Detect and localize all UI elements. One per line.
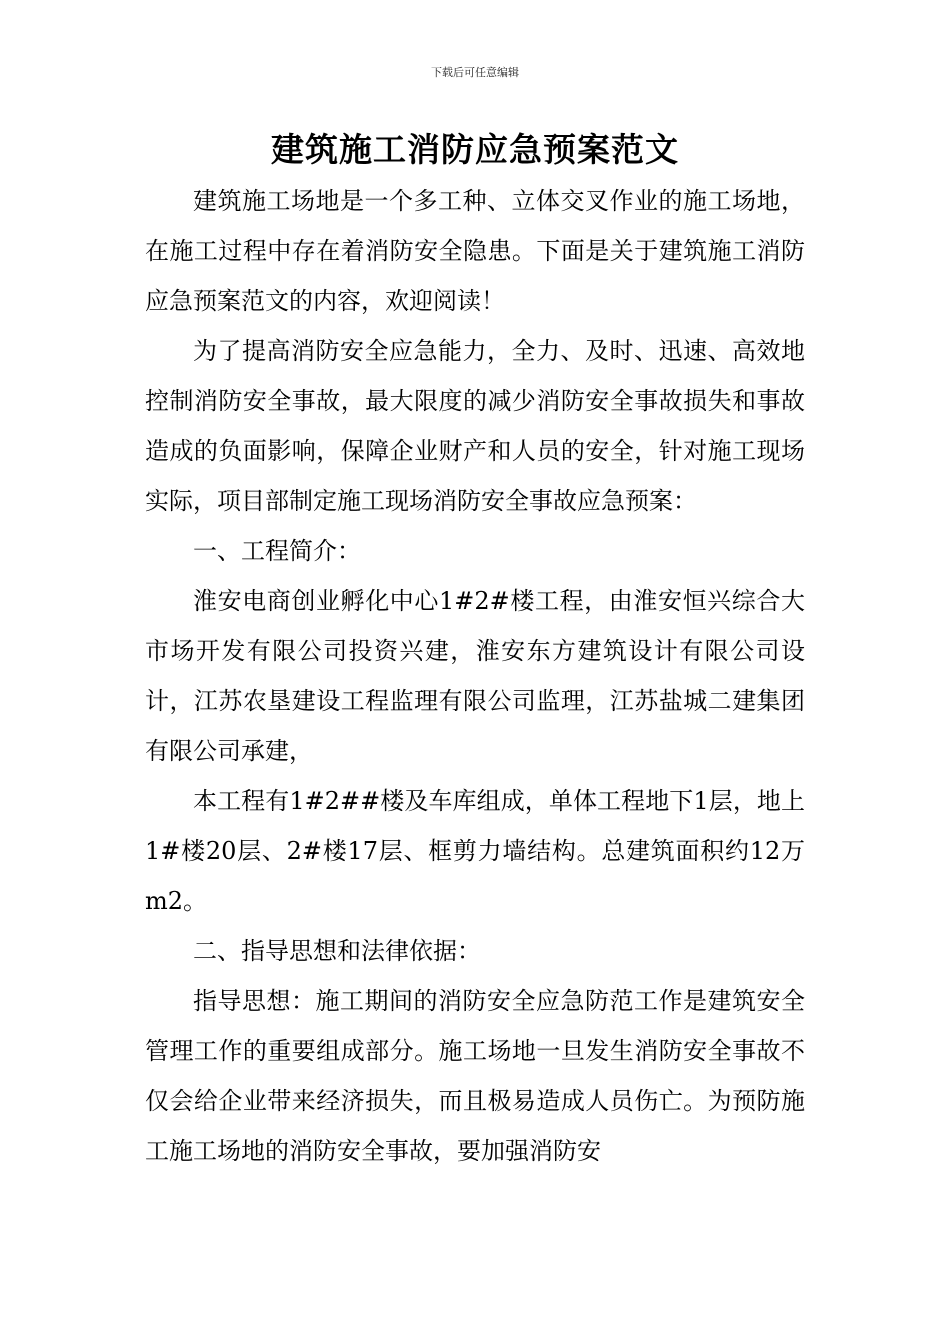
section-heading-guiding-principles: 二、指导思想和法律依据： (193, 937, 481, 965)
document-body (145, 176, 805, 1176)
paragraph-guiding-principles: 指导思想：施工期间的消防安全应急防范工作是建筑安全管理工作的重要组成部分。施工场地一旦发生消防安全事故不仅会给企业带来经济损失，而且极易造成人员伤亡。为预防施工施工场地的消防安全事故，要加强消防安 (145, 987, 805, 1165)
document-title: 建筑施工消防应急预案范文 (271, 130, 679, 169)
header-note: 下载后可任意编辑 (431, 66, 519, 79)
paragraph-project-scope: 本工程有1#2##楼及车库组成，单体工程地下1层，地上1#楼20层、2#楼17层、框剪力墙结构。总建筑面积约12万m2。 (145, 787, 805, 915)
paragraph-intro: 建筑施工场地是一个多工种、立体交叉作业的施工场地，在施工过程中存在着消防安全隐患。下面是关于建筑施工消防应急预案范文的内容，欢迎阅读！ (145, 187, 805, 315)
paragraph-project-parties: 淮安电商创业孵化中心1#2#楼工程，由淮安恒兴综合大市场开发有限公司投资兴建，淮安东方建筑设计有限公司设计，江苏农垦建设工程监理有限公司监理，江苏盐城二建集团有限公司承建， (145, 587, 805, 765)
section-heading-project-overview: 一、工程简介： (193, 537, 361, 565)
paragraph-purpose: 为了提高消防安全应急能力，全力、及时、迅速、高效地控制消防安全事故，最大限度的减少消防安全事故损失和事故造成的负面影响，保障企业财产和人员的安全，针对施工现场实际，项目部制定施工现场消防安全事故应急预案： (145, 337, 805, 515)
